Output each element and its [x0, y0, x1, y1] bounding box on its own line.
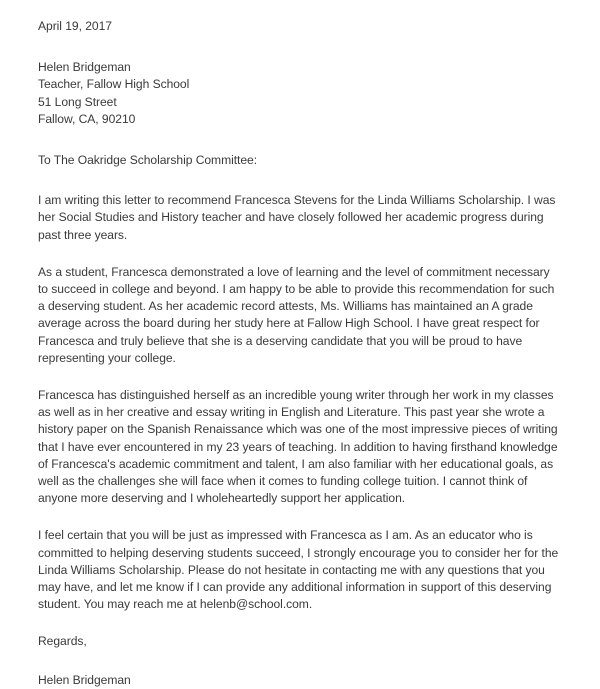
letter-salutation: To The Oakridge Scholarship Committee: — [38, 153, 258, 168]
sender-street: 51 Long Street — [38, 94, 117, 109]
letter-paragraph-3: Francesca has distinguished herself as an incredible young writer through her work in my classes as well as in her creative and essay writing in English and Literature. This past year she wrote a history paper on the Spanish Renaissance which was one of the most impressive pieces of writing that I have ever encountered in my 23 years of teaching. In addition to having firsthand knowledge of Francesca's academic commitment and talent, I am also familiar with her educational goals, as well as the challenges she will face when it comes to funding college tuition. I cannot think of anyone more deserving and I wholeheartedly support her application. — [38, 388, 558, 506]
sender-name: Helen Bridgeman — [38, 60, 131, 75]
sender-address-block — [38, 59, 562, 128]
letter-closing: Regards, — [38, 634, 87, 649]
sender-title-organization: Teacher, Fallow High School — [38, 77, 190, 92]
letter-date: April 19, 2017 — [38, 19, 112, 33]
letter-content — [38, 18, 562, 689]
letter-paragraph-2: As a student, Francesca demonstrated a love of learning and the level of commitment necessary to succeed in college and beyond. I am happy to be able to provide this recommendation for such a deserving student. As her academic record attests, Ms. Williams has maintained an A grade average across the board during her study here at Fallow High School. I have great respect for Francesca and truly believe that she is a deserving candidate that you will be proud to have representing your college. — [38, 264, 555, 365]
letter-paragraph-1: I am writing this letter to recommend Francesca Stevens for the Linda Williams Scholarship. I was her Social Studies and History teacher and have closely followed her academic progress during past three years. — [38, 193, 556, 242]
sender-city-state-zip: Fallow, CA, 90210 — [38, 111, 136, 126]
letter-signature-name: Helen Bridgeman — [38, 672, 131, 687]
letter-paragraph-4: I feel certain that you will be just as impressed with Francesca as I am. As an educator who is committed to helping deserving students succeed, I strongly encourage you to consider her for the Linda Williams Scholarship. Please do not hesitate in contacting me with any questions that you may have, and let me know if I can provide any additional information in support of this deserving student. You may reach me at helenb@school.com. — [38, 528, 559, 612]
